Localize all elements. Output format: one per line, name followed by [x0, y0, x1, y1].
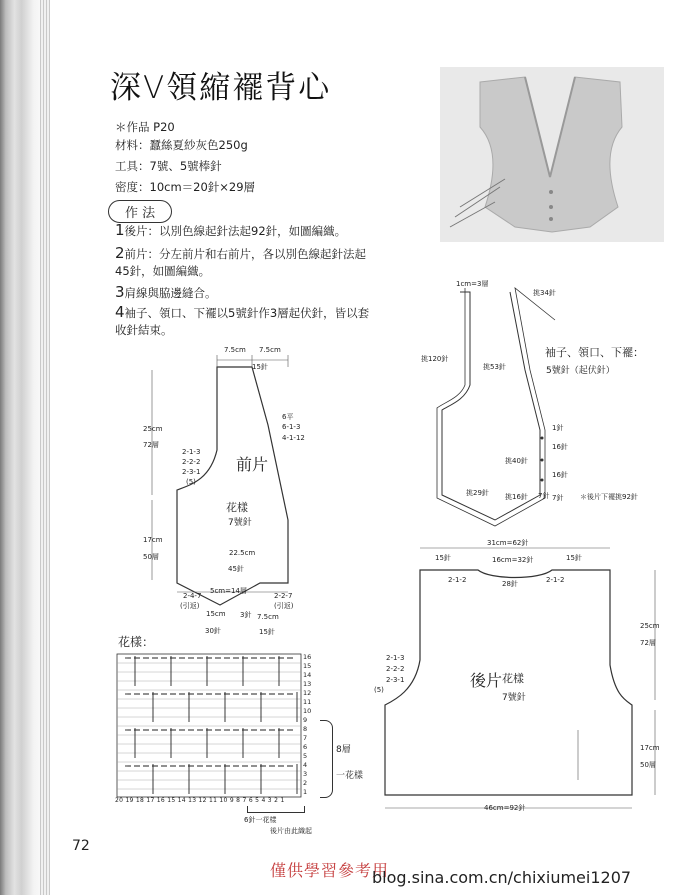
chart-under-bracket	[247, 806, 305, 813]
front-top-left: 7.5cm	[224, 346, 246, 354]
front-diag: 5cm=14層	[210, 587, 247, 595]
back-h2b: 50層	[640, 761, 656, 769]
front-arm-4: (5)	[186, 478, 196, 486]
front-right-1: 6平	[282, 413, 294, 421]
back-pattern: 花樣	[502, 672, 524, 685]
back-a1: 2-1-3	[386, 654, 405, 662]
back-t-l: 15針	[435, 554, 451, 562]
front-needle: 7號針	[228, 518, 252, 528]
edge-r3: 挑40針	[505, 457, 528, 465]
chart-col-numbers: 20 19 18 17 16 15 14 13 12 11 10 9 8 7 6 5 4 3 2 1	[115, 797, 285, 804]
step-4: 4袖子、領口、下襬以5號針作3層起伏針，皆以套收針結束。	[115, 303, 370, 337]
front-b3: 3針	[240, 611, 252, 619]
chart-under-1: 6針一花樣	[244, 816, 277, 824]
pattern-chart	[115, 652, 305, 812]
edge-b2: 挑16針	[505, 493, 528, 501]
front-name: 前片	[236, 455, 269, 474]
chart-title: 花樣：	[118, 635, 155, 649]
back-a3: 2-3-1	[386, 676, 405, 684]
vest-photo	[440, 67, 664, 242]
edge-l2: 挑53針	[483, 363, 506, 371]
method-title: 作 法	[108, 200, 172, 223]
back-top: 31cm=62針	[487, 539, 529, 547]
footer-watermark-red: 僅供學習參考用	[270, 861, 390, 880]
edge-r4: 16針	[552, 471, 568, 479]
edge-b1: 挑29針	[466, 489, 489, 497]
front-arm-2: 2-2-2	[182, 458, 201, 466]
footer-watermark-blog: blog.sina.com.cn/chixiumei1207	[372, 868, 632, 887]
front-right-3: 4-1-12	[282, 434, 305, 442]
back-bottom: 46cm=92針	[484, 804, 526, 812]
edge-r1: 1針	[552, 424, 564, 432]
back-t-m: 16cm=32針	[492, 556, 534, 564]
page-edge	[40, 0, 50, 895]
edge-l1: 挑120針	[421, 355, 449, 363]
edge-b3: 7針	[538, 492, 550, 500]
edge-t2: 挑34針	[533, 289, 556, 297]
work-ref: ＊作品 P20	[115, 120, 175, 134]
front-right-2: 6-1-3	[282, 423, 301, 431]
back-sl: 2-1-2	[448, 576, 467, 584]
chart-side-1: 8層	[336, 745, 351, 755]
edge-note: ＊後片下襬挑92針	[580, 493, 638, 501]
front-bl1: 2-4-7	[183, 592, 202, 600]
edge-caption-2: 5號針（起伏針）	[546, 366, 615, 376]
front-b5: 15針	[259, 628, 275, 636]
front-top-right: 7.5cm	[259, 346, 281, 354]
back-a2: 2-2-2	[386, 665, 405, 673]
tools-line: 工具：7號、5號棒針	[115, 159, 222, 173]
back-t2: 28針	[502, 580, 518, 588]
front-pattern: 花樣	[226, 501, 248, 514]
step-1: 1後片：以別色線起針法起92針，如圖編織。	[115, 221, 347, 239]
back-a4: (5)	[374, 686, 384, 694]
edge-r2: 16針	[552, 443, 568, 451]
front-h2b: 50層	[143, 553, 159, 561]
material-line: 材料：蠶絲夏紗灰色250g	[115, 138, 248, 152]
chart-row-numbers: 16 15 14 13 12 11 10 9 8 7 6 5 4 3 2 1	[303, 653, 312, 796]
front-top-st: 15針	[252, 363, 268, 371]
edge-r5: 7針	[552, 494, 564, 502]
chart-bracket	[320, 720, 333, 798]
page-title: 深V領縮襬背心	[110, 70, 332, 106]
back-h1b: 72層	[640, 639, 656, 647]
chart-side-2: 一花樣	[336, 771, 364, 781]
front-arm-1: 2-1-3	[182, 448, 201, 456]
front-b2: 30針	[205, 627, 221, 635]
front-mid2: 45針	[228, 565, 244, 573]
front-b4: 7.5cm	[257, 613, 279, 621]
edge-top: 1cm=3層	[456, 280, 489, 288]
back-h2: 17cm	[640, 744, 660, 752]
step-3: 3肩線與脇邊縫合。	[115, 283, 217, 301]
front-h1b: 72層	[143, 441, 159, 449]
chart-under-2: 後片由此織起	[270, 827, 312, 835]
gauge-line: 密度：10cm＝20針×29層	[115, 180, 256, 194]
front-b1: 15cm	[206, 610, 226, 618]
back-needle: 7號針	[502, 693, 526, 703]
front-br1: 2-2-7	[274, 592, 293, 600]
back-name: 後片	[470, 671, 503, 690]
back-t-r: 15針	[566, 554, 582, 562]
back-sr: 2-1-2	[546, 576, 565, 584]
step-2: 2前片：分左前片和右前片，各以別色線起針法起45針，如圖編織。	[115, 244, 367, 278]
edge-caption-1: 袖子、領口、下襬：	[545, 346, 644, 359]
page-number: 72	[72, 838, 90, 854]
front-h2: 17cm	[143, 536, 163, 544]
front-arm-3: 2-3-1	[182, 468, 201, 476]
front-bl2: (引返)	[180, 602, 200, 610]
front-h1: 25cm	[143, 425, 163, 433]
back-h1: 25cm	[640, 622, 660, 630]
front-br2: (引返)	[274, 602, 294, 610]
front-mid: 22.5cm	[229, 549, 256, 557]
